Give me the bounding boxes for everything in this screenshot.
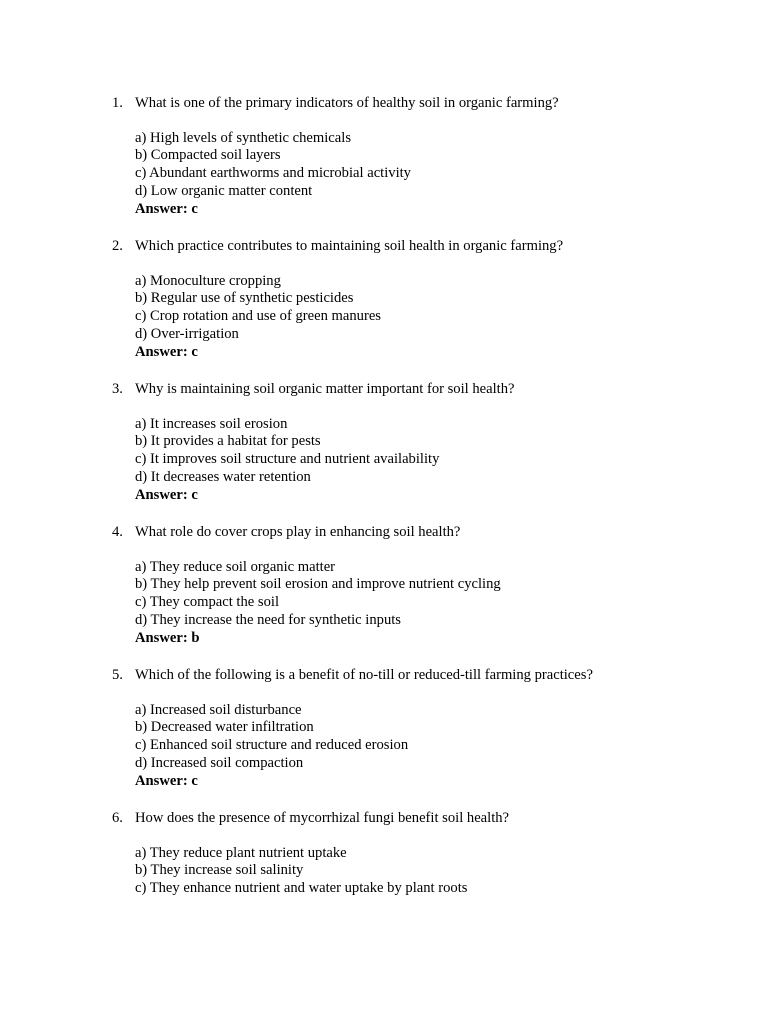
- option-d: d) Low organic matter content: [135, 183, 313, 200]
- question-text: Which of the following is a benefit of no-till or reduced-till farming practices?: [135, 667, 593, 683]
- options-list: [135, 416, 732, 505]
- question-text: How does the presence of mycorrhizal fungi benefit soil health?: [135, 810, 510, 826]
- question-line: [112, 523, 732, 541]
- question-text: Why is maintaining soil organic matter important for soil health?: [135, 381, 515, 397]
- answer-line: Answer: c: [135, 344, 198, 361]
- option-b: b) Decreased water infiltration: [135, 719, 314, 736]
- option-c: c) It improves soil structure and nutrient availability: [135, 451, 440, 468]
- option-d: d) They increase the need for synthetic inputs: [135, 612, 401, 629]
- question-5: [112, 666, 732, 791]
- question-text: What is one of the primary indicators of healthy soil in organic farming?: [135, 95, 559, 111]
- answer-line: Answer: c: [135, 773, 198, 790]
- question-number: 1.: [112, 95, 123, 111]
- options-list: [135, 559, 732, 648]
- options-list: [135, 273, 732, 362]
- answer-line: Answer: c: [135, 487, 198, 504]
- option-a: a) They reduce plant nutrient uptake: [135, 844, 347, 861]
- option-b: b) They help prevent soil erosion and improve nutrient cycling: [135, 576, 501, 593]
- option-c: c) Crop rotation and use of green manures: [135, 308, 381, 325]
- option-b: b) Compacted soil layers: [135, 147, 281, 164]
- question-3: [112, 380, 732, 505]
- question-number: 3.: [112, 381, 123, 397]
- option-c: c) Abundant earthworms and microbial activity: [135, 165, 411, 182]
- question-number: 4.: [112, 524, 123, 540]
- question-line: [112, 94, 732, 112]
- question-2: [112, 237, 732, 362]
- option-b: b) They increase soil salinity: [135, 862, 304, 879]
- question-number: 5.: [112, 667, 123, 683]
- option-a: a) Increased soil disturbance: [135, 701, 302, 718]
- question-6: [112, 809, 732, 898]
- option-d: d) Increased soil compaction: [135, 755, 304, 772]
- answer-line: Answer: b: [135, 630, 200, 647]
- question-line: [112, 666, 732, 684]
- option-d: d) Over-irrigation: [135, 326, 239, 343]
- option-c: c) Enhanced soil structure and reduced erosion: [135, 737, 409, 754]
- option-c: c) They enhance nutrient and water uptake by plant roots: [135, 880, 468, 897]
- question-1: [112, 94, 732, 219]
- question-4: [112, 523, 732, 648]
- question-text: Which practice contributes to maintaining soil health in organic farming?: [135, 238, 564, 254]
- question-text: What role do cover crops play in enhancing soil health?: [135, 524, 461, 540]
- question-line: [112, 380, 732, 398]
- option-a: a) It increases soil erosion: [135, 415, 288, 432]
- option-a: a) Monoculture cropping: [135, 272, 281, 289]
- question-number: 2.: [112, 238, 123, 254]
- question-line: [112, 809, 732, 827]
- question-line: [112, 237, 732, 255]
- options-list: [135, 702, 732, 791]
- option-d: d) It decreases water retention: [135, 469, 311, 486]
- option-a: a) High levels of synthetic chemicals: [135, 129, 351, 146]
- question-number: 6.: [112, 810, 123, 826]
- options-list: [135, 130, 732, 219]
- option-c: c) They compact the soil: [135, 594, 279, 611]
- option-b: b) Regular use of synthetic pesticides: [135, 290, 354, 307]
- option-a: a) They reduce soil organic matter: [135, 558, 336, 575]
- answer-line: Answer: c: [135, 201, 198, 218]
- option-b: b) It provides a habitat for pests: [135, 433, 321, 450]
- options-list: [135, 845, 732, 899]
